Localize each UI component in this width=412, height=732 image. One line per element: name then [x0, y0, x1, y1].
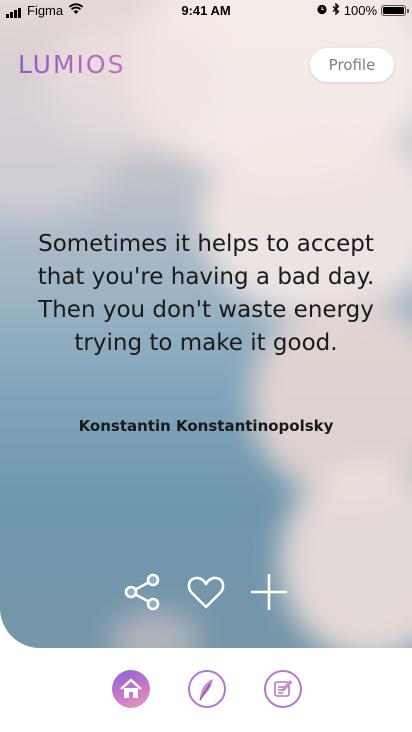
- add-button[interactable]: [247, 570, 291, 614]
- feather-icon: [196, 677, 218, 701]
- plus-icon: [247, 570, 291, 614]
- status-right: [316, 3, 406, 18]
- alarm-icon: [316, 3, 328, 18]
- nav-write[interactable]: [188, 670, 226, 708]
- share-button[interactable]: [120, 570, 164, 614]
- like-button[interactable]: [184, 570, 228, 614]
- notes-icon: [272, 678, 294, 700]
- home-icon: [119, 678, 143, 700]
- battery-percent: 100%: [343, 3, 377, 18]
- share-icon: [120, 570, 164, 614]
- cloud: [110, 610, 200, 648]
- app-logo: LUMIOS: [18, 50, 126, 79]
- status-bar: [0, 0, 412, 22]
- nav-journal[interactable]: [264, 670, 302, 708]
- profile-button[interactable]: Profile: [310, 48, 394, 82]
- bluetooth-icon: [332, 3, 340, 18]
- clock: 9:41 AM: [181, 3, 231, 18]
- quote-author: Konstantin Konstantinopolsky: [78, 417, 334, 435]
- heart-icon: [184, 570, 228, 614]
- bottom-nav: [0, 648, 412, 732]
- nav-home[interactable]: [112, 670, 150, 708]
- quote-text: Sometimes it helps to accept that you're having a bad day. Then you don't waste energy trying to make it good.: [37, 231, 375, 356]
- carrier-name: Figma: [27, 3, 64, 18]
- battery-icon: [381, 5, 406, 16]
- cloud: [280, 460, 412, 648]
